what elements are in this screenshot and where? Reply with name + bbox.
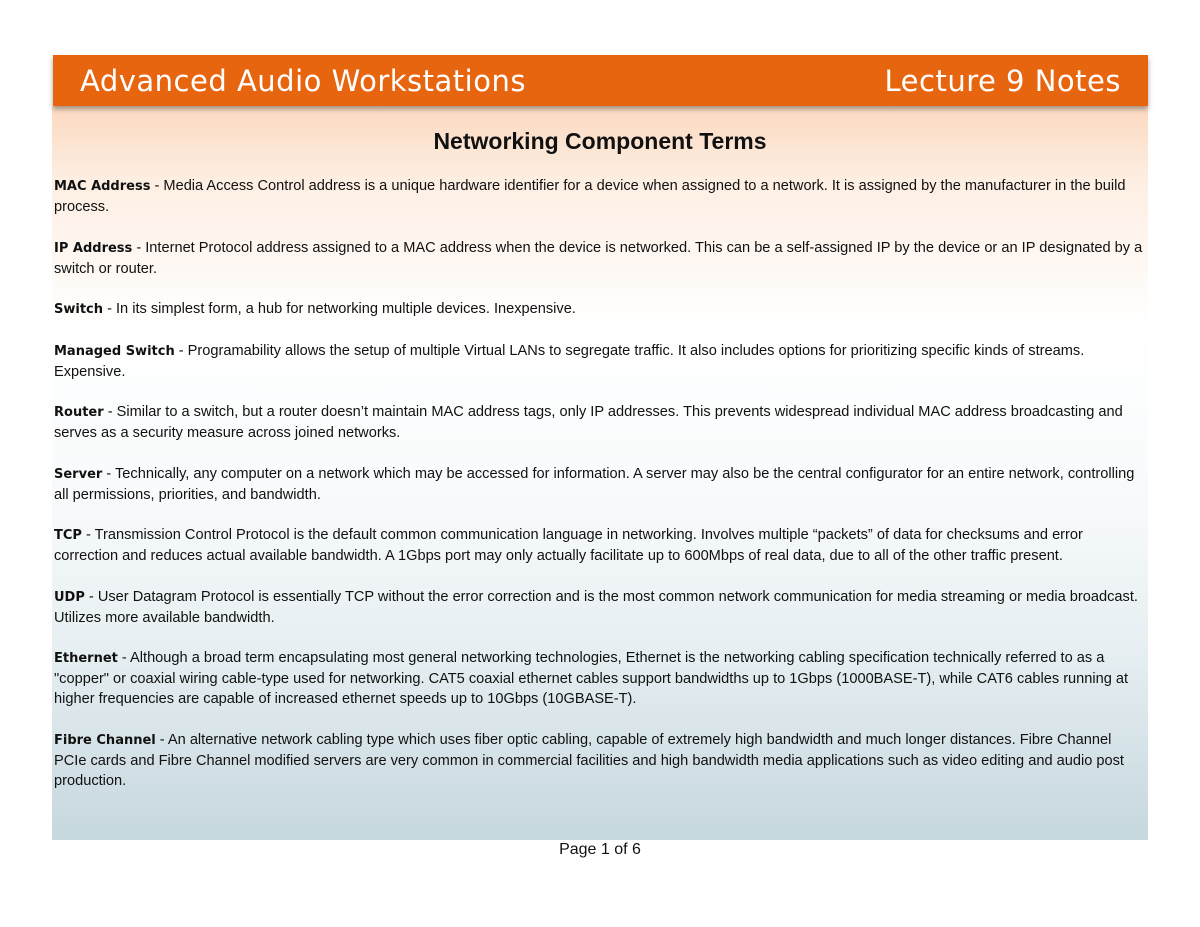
term-definition: - Although a broad term encapsulating most general networking technologies, Ethernet is the networking cabling specification technically referred to as a "copper" or coaxial wiring cable-type used for networking. CAT5 coaxial ethernet cables support bandwidths up to 1Gbps (1000BASE-T), while CAT6 cables running at higher frequencies are capable of increased ethernet speeds up to 10Gbps (10GBASE-T). [54,650,1129,707]
term-definition: - In its simplest form, a hub for networking multiple devices. Inexpensive. [103,301,576,317]
term-name: Router [54,405,104,420]
term-name: UDP [54,589,85,605]
term-entry [54,587,1146,628]
term-entry [54,299,1146,320]
term-name: Ethernet [54,651,118,666]
term-entry [54,238,1146,279]
lecture-label: Lecture 9 Notes [884,63,1121,98]
term-name: Managed Switch [54,343,175,359]
term-definition: - Media Access Control address is a unique hardware identifier for a device when assigned to a network. It is assigned by the manufacturer in the build process. [54,178,1126,215]
term-definition: - Transmission Control Protocol is the default common communication language in networking. Involves multiple “packets” of data for checksums and error correction and reduces actual available bandwidth. A 1Gbps port may only actually facilitate up to 600Mbps of real data, due to all of the other traffic present. [54,527,1083,564]
term-list [54,176,1146,811]
term-entry [54,402,1146,443]
term-name: MAC Address [54,179,151,194]
term-definition: - Internet Protocol address assigned to a MAC address when the device is networked. This can be a self-assigned IP by the device or an IP designated by a switch or router. [54,239,1143,277]
document-title: Networking Component Terms [433,128,767,154]
term-entry [54,464,1146,505]
term-definition: - User Datagram Protocol is essentially TCP without the error correction and is the most common network communication for media streaming or media broadcast. Utilizes more available bandwidth. [54,588,1138,626]
content-panel [52,106,1148,840]
term-definition: - An alternative network cabling type which uses fiber optic cabling, capable of extremely high bandwidth and much longer distances. Fibre Channel PCIe cards and Fibre Channel modified servers are very common in commercial facilities and high bandwidth media applications such as video editing and audio post production. [54,731,1124,789]
course-title: Advanced Audio Workstations [80,63,526,98]
page-number: Page 1 of 6 [559,841,641,858]
header-bar [53,55,1148,106]
term-entry [54,730,1146,791]
term-definition: - Technically, any computer on a network which may be accessed for information. A server may also be the central configurator for an entire network, controlling all permissions, priorities, and bandwidth. [54,465,1135,503]
term-entry [54,648,1146,709]
term-name: Server [54,466,103,482]
term-definition: - Similar to a switch, but a router doesn’t maintain MAC address tags, only IP addresses. This prevents widespread individual MAC address broadcasting and serves as a security measure across joined networks. [54,404,1123,441]
term-entry [54,525,1146,566]
term-entry [54,176,1146,217]
term-definition: - Programability allows the setup of multiple Virtual LANs to segregate traffic. It also includes options for prioritizing specific kinds of streams. Expensive. [54,342,1085,380]
term-name: IP Address [54,240,133,256]
term-name: Switch [54,302,104,317]
term-name: Fibre Channel [54,732,156,748]
term-name: TCP [54,528,82,543]
term-entry [54,341,1146,382]
